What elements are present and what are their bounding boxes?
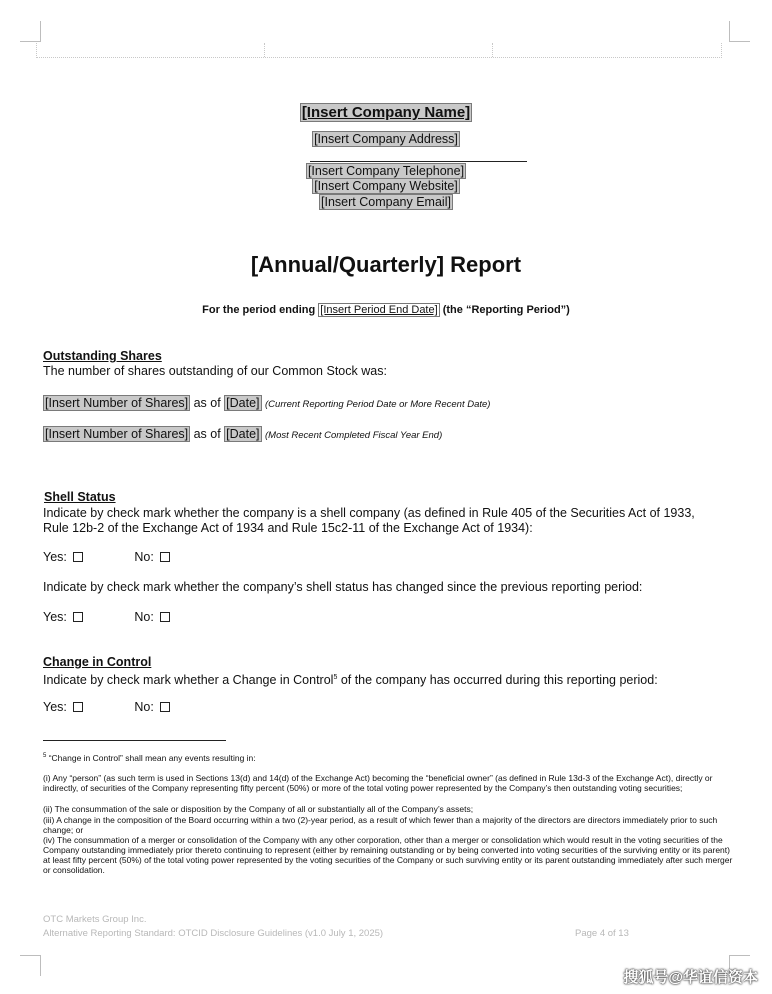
shares-field[interactable]: [Insert Number of Shares]	[45, 396, 189, 410]
yes-checkbox[interactable]	[73, 612, 83, 622]
address-rule	[310, 161, 527, 162]
change-in-control-heading: Change in Control	[43, 655, 152, 669]
shares-row-fiscal	[43, 427, 723, 443]
yes-label: Yes:	[43, 550, 67, 564]
question-text-end: of the company has occurred during this reporting period:	[337, 673, 658, 688]
footer-doc-title: Alternative Reporting Standard: OTCID Disclosure Guidelines (v1.0 July 1, 2025)	[43, 928, 384, 939]
company-address-line	[0, 132, 772, 146]
shares-row-current	[43, 396, 723, 412]
footer-org: OTC Markets Group Inc.	[43, 914, 147, 925]
company-website[interactable]: [Insert Company Website]	[314, 179, 458, 193]
yes-label: Yes:	[43, 610, 67, 624]
footer-page-number: Page 4 of 13	[575, 928, 629, 939]
date-field[interactable]: [Date]	[226, 396, 260, 410]
company-email[interactable]: [Insert Company Email]	[321, 195, 451, 209]
footnote-item: (iii) A change in the composition of the Board occurring within a two (2)-year period, as a result of which fewer than a majority of the directors are directors immediately prior to such change; or	[43, 815, 718, 835]
watermark-text: 搜狐号@华谊信资本	[623, 969, 758, 986]
header-area-guide	[36, 43, 722, 58]
change-in-control-answer	[43, 700, 723, 715]
shell-status-answer-2	[43, 610, 723, 625]
question-text: Indicate by check mark whether a Change in Control	[43, 673, 334, 688]
shell-status-question-1: Indicate by check mark whether the company is a shell company (as defined in Rule 405 of the Securities Act of 1933, Rule 12b-2 of the Exchange Act of 1934 and Rule 15c2-11 of the Exchange Act of 1934):	[43, 506, 695, 535]
company-address[interactable]: [Insert Company Address]	[314, 132, 458, 146]
yes-checkbox[interactable]	[73, 552, 83, 562]
company-telephone-line	[0, 164, 772, 178]
period-prefix: For the period ending	[202, 304, 319, 316]
period-line	[0, 304, 772, 316]
company-name[interactable]: [Insert Company Name]	[301, 104, 471, 121]
shell-status-heading: Shell Status	[44, 490, 116, 504]
company-email-line	[0, 195, 772, 209]
footnote-title	[43, 751, 733, 763]
as-of-label: as of	[190, 427, 225, 441]
yes-checkbox[interactable]	[73, 702, 83, 712]
period-end-date-field[interactable]: [Insert Period End Date]	[320, 304, 438, 316]
footnote-item: (iv) The consummation of a merger or consolidation of the Company with any other corporation, other than a merger or consolidation which would result in the voting securities of the Company outstanding immediately prior thereto continuing to represent (either by remaining outstanding or by being converted into voting securities of the surviving entity or its parent) at least fifty percent (50%) of the total voting power represented by the voting securities of the Company or such surviving entity or its parent outstanding immediately after such merger or consolidation.	[43, 835, 733, 875]
crop-mark-bottom-left	[20, 955, 41, 976]
change-in-control-question	[43, 670, 723, 688]
company-website-line	[0, 179, 772, 193]
footnote-separator	[43, 740, 226, 741]
shell-status-answer-1	[43, 550, 723, 565]
as-of-label: as of	[190, 396, 225, 410]
report-title: [Annual/Quarterly] Report	[250, 252, 522, 277]
company-telephone[interactable]: [Insert Company Telephone]	[307, 164, 465, 178]
no-label: No:	[134, 550, 154, 564]
shares-field[interactable]: [Insert Number of Shares]	[45, 427, 189, 441]
yes-label: Yes:	[43, 700, 67, 714]
date-field[interactable]: [Date]	[226, 427, 260, 441]
outstanding-shares-heading: Outstanding Shares	[43, 349, 162, 363]
footnote-item: (i) Any “person” (as such term is used in Sections 13(d) and 14(d) of the Exchange Act) becoming the “beneficial owner” (as defined in Rule 13d-3 of the Exchange Act), directly or indirectly, of securities of the Company representing fifty percent (50%) or more of the total voting power represented by the Company’s then outstanding voting securities;	[43, 773, 713, 793]
shell-status-question-2: Indicate by check mark whether the company’s shell status has changed since the previous reporting period:	[43, 580, 643, 594]
header-divider	[264, 43, 265, 57]
no-label: No:	[134, 610, 154, 624]
no-checkbox[interactable]	[160, 612, 170, 622]
shares-note: (Current Reporting Period Date or More Recent Date)	[265, 399, 491, 410]
outstanding-shares-intro: The number of shares outstanding of our Common Stock was:	[43, 364, 387, 378]
period-suffix: (the “Reporting Period”)	[439, 304, 570, 316]
no-checkbox[interactable]	[160, 552, 170, 562]
crop-mark-top-right	[729, 21, 750, 42]
shares-note: (Most Recent Completed Fiscal Year End)	[265, 430, 443, 441]
footnote-title-text: “Change in Control” shall mean any events resulting in:	[46, 752, 256, 763]
footnote-reference[interactable]: 5	[333, 674, 338, 681]
footnote-item: (ii) The consummation of the sale or disposition by the Company of all or substantially all of the Company’s assets;	[43, 804, 474, 814]
no-label: No:	[134, 700, 154, 714]
footnote-marker: 5	[43, 753, 47, 759]
company-name-line	[0, 104, 772, 122]
header-divider	[492, 43, 493, 57]
no-checkbox[interactable]	[160, 702, 170, 712]
crop-mark-top-left	[20, 21, 41, 42]
